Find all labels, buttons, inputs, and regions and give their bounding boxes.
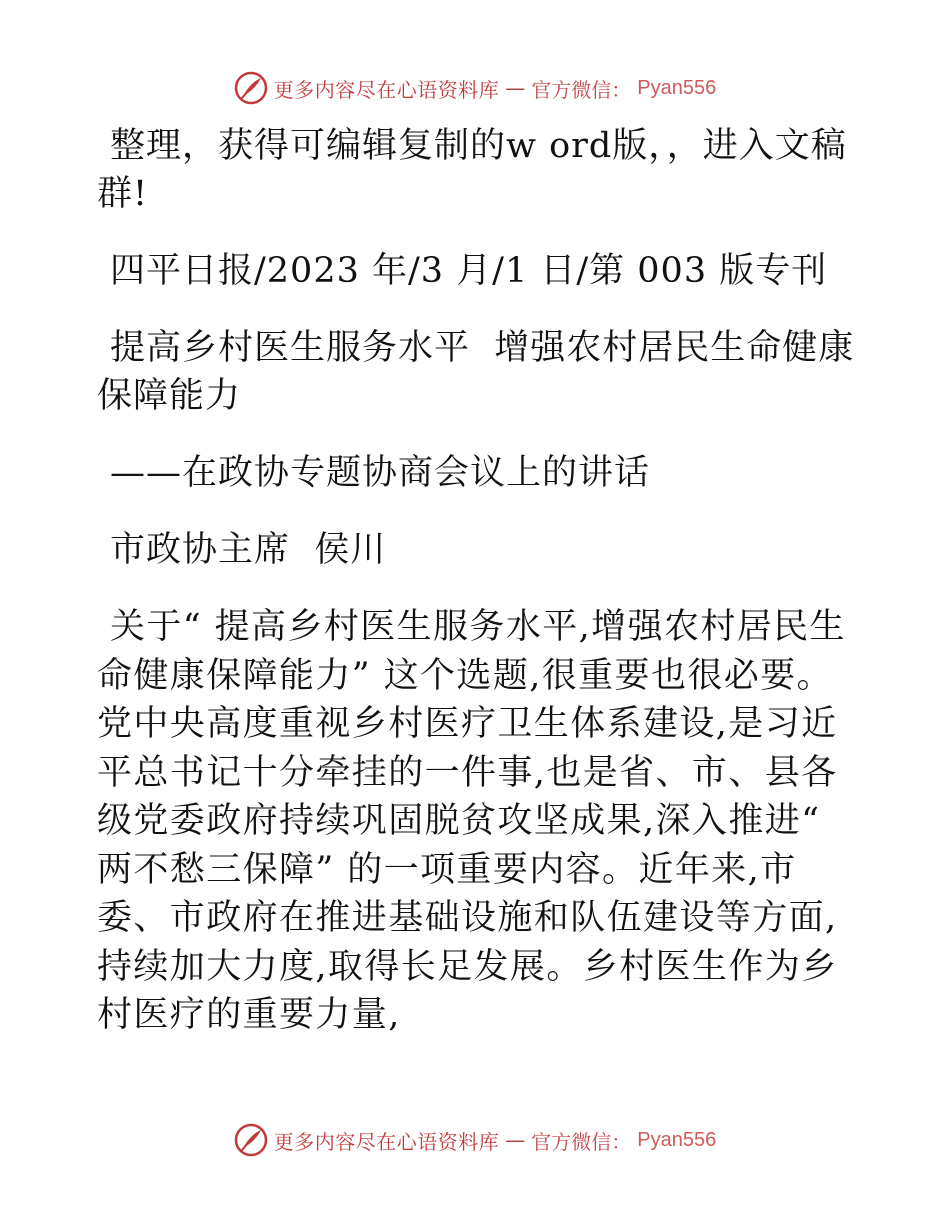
watermark-wechat-label: 官方微信：	[531, 77, 632, 102]
source-line: 四平日报/2023 年/3 月/1 日/第 003 版专刊	[110, 251, 828, 291]
watermark-footer	[0, 1120, 950, 1160]
intro-paragraph: 整理，获得可编辑复制的w ord版，，进入文稿群!	[97, 126, 847, 214]
watermark-wechat-label: 官方微信：	[531, 1129, 632, 1154]
feather-circle-logo-icon	[234, 1123, 268, 1157]
watermark-text: 更多内容尽在心语资料库	[273, 1129, 500, 1154]
watermark-text: 更多内容尽在心语资料库	[273, 77, 500, 102]
feather-circle-logo-icon	[234, 71, 268, 105]
document-body	[97, 122, 857, 1069]
watermark-wechat-id: Pyan556	[637, 1128, 717, 1151]
body-paragraph: 关于“ 提高乡村医生服务水平,增强农村居民生命健康保障能力” 这个选题,很重要也很必要。党中央高度重视乡村医疗卫生体系建设,是习近平总书记十分牵挂的一件事,也是省、市、县各级党委政府持续巩固脱贫攻坚成果,深入推进“ 两不愁三保障” 的一项重要内容。近年来,市委、市政府在推进基础设施和队伍建设等方面,持续加大力度,取得长足发展。乡村医生作为乡村医疗的重要力量,	[97, 607, 846, 1035]
watermark-header	[0, 68, 950, 108]
watermark-dash: —	[505, 1128, 526, 1152]
watermark-wechat-id: Pyan556	[637, 76, 717, 99]
watermark-dash: —	[505, 76, 526, 100]
document-subtitle: ——在政协专题协商会议上的讲话	[110, 453, 651, 493]
author-line: 市政协主席 侯川	[110, 530, 387, 570]
document-title: 提高乡村医生服务水平 增强农村居民生命健康保障能力	[97, 328, 855, 416]
